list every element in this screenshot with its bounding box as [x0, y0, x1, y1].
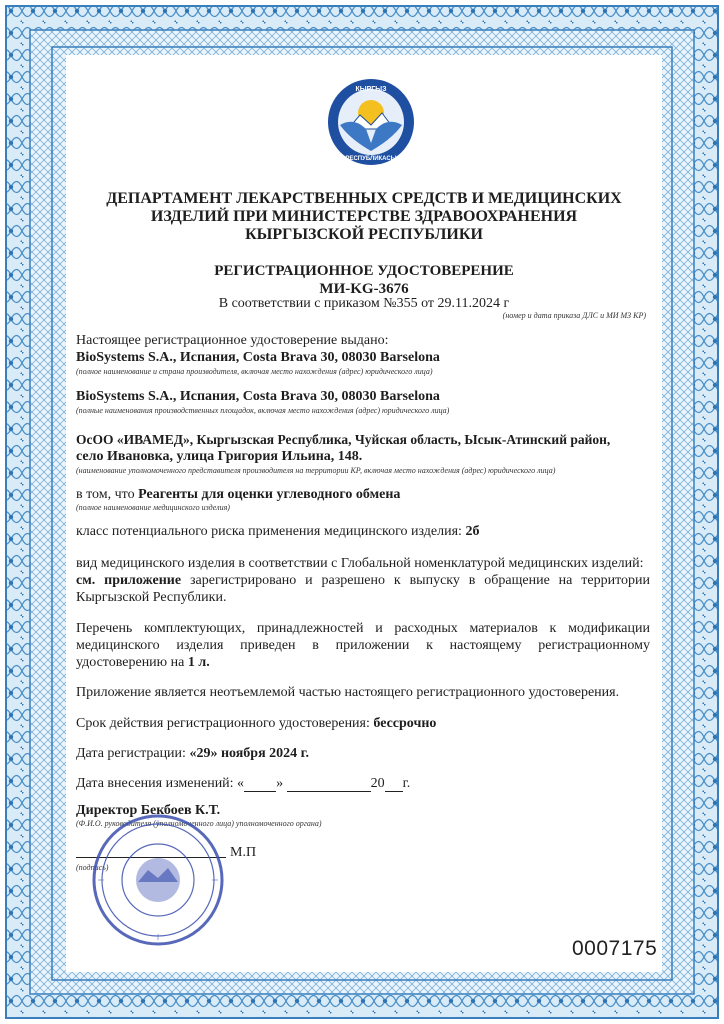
production-note: (полные наименования производственных площадок, включая место нахождения (адрес) юридического лица)	[76, 406, 450, 415]
change-close-quote: »	[276, 776, 284, 791]
order-line: В соответствии с приказом №355 от 29.11.2024 г	[218, 296, 510, 311]
department-line-1: ДЕПАРТАМЕНТ ЛЕКАРСТВЕННЫХ СРЕДСТВ И МЕДИЦИНСКИХ	[106, 190, 622, 207]
svg-text:КЫРГЫЗ: КЫРГЫЗ	[355, 86, 387, 93]
change-day-blank	[244, 779, 276, 792]
serial-number: 0007175	[572, 937, 658, 960]
change-year-suffix: г.	[402, 776, 411, 791]
official-seal-icon	[90, 812, 226, 948]
accessories-prefix: удостоверению на	[76, 655, 185, 670]
registered-text-1: зарегистрировано и разрешено к выпуску в обращение на территории	[189, 573, 651, 588]
validity-label: Срок действия регистрационного удостоверения:	[76, 716, 370, 731]
device-name-line	[76, 486, 650, 503]
order-note: (номер и дата приказа ДЛС и МИ МЗ КР)	[502, 311, 646, 320]
registered-line-1	[76, 572, 650, 589]
device-name-note: (полное наименование медицинского изделия)	[76, 503, 230, 512]
nomenclature-line: вид медицинского изделия в соответствии с Глобальной номенклатурой медицинских изделий:	[76, 556, 644, 571]
signatory-note: (Ф.И.О. руководителя (уполномоченного лица) уполномоченного органа)	[76, 819, 322, 828]
department-line-2: ИЗДЕЛИЙ ПРИ МИНИСТЕРСТВЕ ЗДРАВООХРАНЕНИЯ	[150, 208, 578, 225]
change-date-line	[76, 775, 650, 792]
signature-note: (подпись)	[76, 863, 109, 872]
issued-intro: Настоящее регистрационное удостоверение выдано:	[76, 333, 389, 348]
registration-date-line	[76, 745, 650, 762]
change-date-label: Дата внесения изменений: «	[76, 776, 245, 791]
certificate-document	[66, 55, 662, 972]
accessories-line-3	[76, 654, 650, 671]
certificate-title: РЕГИСТРАЦИОННОЕ УДОСТОВЕРЕНИЕ	[214, 263, 514, 279]
risk-class-label: класс потенциального риска применения медицинского изделия:	[76, 524, 462, 539]
validity-line	[76, 715, 650, 732]
accessories-line-1: Перечень комплектующих, принадлежностей и расходных материалов к модификации	[76, 621, 650, 636]
seal-place-label: М.П	[230, 845, 257, 860]
registration-date-value: «29» ноября 2024 г.	[189, 746, 309, 761]
appendix-reference: см. приложение	[76, 573, 182, 588]
certificate-number: МИ-KG-3676	[319, 281, 409, 297]
manufacturer-note: (полное наименование и страна производителя, включая место нахождения (адрес) юридического лица)	[76, 367, 433, 376]
integral-statement: Приложение является неотъемлемой частью настоящего регистрационного удостоверения.	[76, 685, 620, 700]
risk-class-line	[76, 523, 650, 540]
production-site: BioSystems S.A., Испания, Costa Brava 30, 08030 Barselona	[76, 389, 440, 404]
device-prefix: в том, что	[76, 487, 135, 502]
accessories-line-2: медицинского изделия приведен в приложении к настоящему регистрационному	[76, 638, 650, 653]
representative-note: (наименование уполномоченного представителя производителя на территории КР, включая место нахождения (адрес) юридического лица)	[76, 466, 556, 475]
department-line-3: КЫРГЫЗСКОЙ РЕСПУБЛИКИ	[245, 226, 483, 243]
accessories-pages: 1 л.	[187, 655, 210, 670]
change-year-blank	[385, 779, 403, 792]
representative-line-2: село Ивановка, улица Григория Ильина, 148.	[76, 449, 363, 464]
change-year-prefix: 20	[370, 776, 385, 791]
manufacturer: BioSystems S.A., Испания, Costa Brava 30, 08030 Barselona	[76, 350, 440, 365]
signatory-title: Директор Бекбоев К.Т.	[76, 803, 221, 818]
svg-text:РЕСПУБЛИКАСЫ: РЕСПУБЛИКАСЫ	[345, 156, 397, 162]
state-emblem-icon	[326, 77, 416, 167]
change-month-blank	[287, 779, 371, 792]
validity-value: бессрочно	[373, 716, 437, 731]
risk-class-value: 2б	[465, 524, 480, 539]
representative-line-1: ОсОО «ИВАМЕД», Кыргызская Республика, Чуйская область, Ысык-Атинский район,	[76, 432, 611, 447]
registered-line-2: Кыргызской Республики.	[76, 590, 227, 605]
registration-date-label: Дата регистрации:	[76, 746, 186, 761]
device-name: Реагенты для оценки углеводного обмена	[138, 487, 401, 502]
